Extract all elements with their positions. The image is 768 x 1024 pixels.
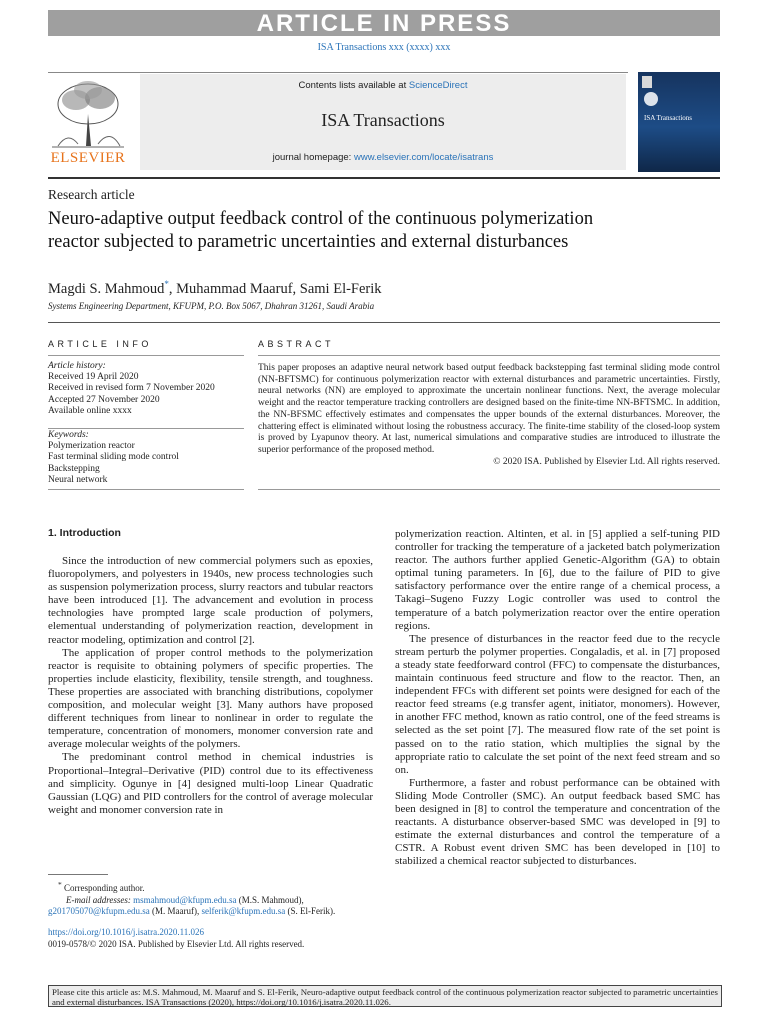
journal-reference[interactable]: ISA Transactions xxx (xxxx) xxx [317, 42, 451, 53]
history-item: Received in revised form 7 November 2020 [48, 383, 215, 394]
email-owner-2: (M. Maaruf), [149, 906, 202, 916]
abstract-text: This paper proposes an adaptive neural network based output feedback backstepping fast terminal sliding mode control (NN-BFTSMC) for continuous polymerization reactor with external disturbances and parametric uncertainties. Firstly, neural networks (NN) are employed to approximate the uncertain nonlinear functions. Next, the average molecular weight and the reactor temperature tracking controllers are designed based on the finite-time NN-BFTSMC. In addition, the NN-BFSMC effectively estimates and compensates the upper bounds of the external disturbances. Moreover, the chattering effect is eliminated without losing the robustness accuracy. The finite-time stability of the closed-loop system is proved by Lyapunov theory. At last, numerical simulations and comparative studies are introduced to illustrate the superior performance of the proposed method. [258, 363, 720, 455]
keywords-rule [48, 489, 244, 490]
history-item: Available online xxxx [48, 405, 132, 416]
body-column-right [395, 528, 720, 868]
email-owner-1: (M.S. Mahmoud), [236, 894, 304, 905]
history-item: Accepted 27 November 2020 [48, 394, 160, 405]
doi-link[interactable]: https://doi.org/10.1016/j.isatra.2020.11.026 [48, 927, 204, 937]
author-1: Magdi S. Mahmoud [48, 280, 165, 297]
article-info-rule [48, 355, 244, 356]
footnote-rule [48, 874, 108, 875]
homepage-prefix: journal homepage: [272, 152, 354, 163]
footnote-mark: * [58, 880, 62, 889]
email-link-3[interactable]: selferik@kfupm.edu.sa [201, 906, 286, 916]
article-type: Research article [48, 187, 135, 202]
keyword-item: Backstepping [48, 463, 100, 474]
issn-line: 0019-0578/© 2020 ISA. Published by Elsevier Ltd. All rights reserved. [48, 938, 305, 949]
history-item: Received 19 April 2020 [48, 372, 139, 383]
paragraph: The presence of disturbances in the reactor feed due to the recycle stream perturb the polymer properties. Congaladis, et al. in [7] proposed a steady state feedforward control (FFC) to compensate the disturbances, maintain continuous feed structure and flow to the reactor. Then, an independent FFCs with different set points were designed for each of the reactor feed streams (e.g transfer agent, initiator, monomers). However, in another FFC method, known as ratio control, one of the feed streams is selected as the set point [7]. The measured flow rate of the set point is passed on to the ratio station, which multiplies the signal by the appropriate ratio to calculate the set point of the next feed stream and so on. [395, 632, 720, 776]
abstract-body [258, 363, 720, 468]
abstract-rule [258, 355, 720, 356]
corresponding-footnote [48, 879, 373, 895]
contents-line [140, 80, 626, 91]
paragraph: The predominant control method in chemical industries is Proportional–Integral–Derivative (PID) control due to its effectiveness and simplicity. Ogunye in [4] designed multi-loop Linear Quadratic Gaussian (LQG) and PID controllers for the control of average molecular weight and monomer conversion rate in [48, 751, 373, 816]
article-in-press-banner: ARTICLE IN PRESS [48, 10, 720, 36]
footnote [48, 879, 373, 918]
keyword-item: Neural network [48, 474, 108, 485]
cover-title: ISA Transactions [644, 114, 693, 122]
body-column-left [48, 555, 373, 817]
history-label: Article history: [48, 361, 106, 371]
abstract-copyright: © 2020 ISA. Published by Elsevier Ltd. All rights reserved. [493, 456, 720, 467]
paragraph: The application of proper control methods to the polymerization reactor is requisite to obtaining polymers of specific properties. The properties include elasticity, flexibility, tensile strength, and toughness. These properties are associated with branching distributions, copolymer composition, and molecular weight [3]. Many authors have proposed different techniques from linear to nonlinear in order to regulate the temperature, concentration of monomers, monomer conversion rate and average molecular weights of the polymers. [48, 646, 373, 751]
citation-notice-box: Please cite this article as: M.S. Mahmoud, M. Maaruf and S. El-Ferik, Neuro-adaptive output feedback control of the continuous polymerization reactor subjected to parametric uncertainties and external disturbances. ISA Transactions (2020), https://doi.org/10.1016/j.isatra.2020.11.026. [48, 985, 722, 1007]
article-title: Neuro-adaptive output feedback control of the continuous polymerization reactor subjected to parametric uncertainties and external disturbances [48, 209, 594, 252]
corresponding-author-mark[interactable]: * [164, 279, 169, 289]
paragraph: polymerization reaction. Altinten, et al. in [5] applied a self-tuning PID controller for tracking the temperature of a jacketed batch polymerization reactor. The authors further applied Genetic-Algorithm (GA) to obtain optimal tuning parameters. In [6], due to the failure of PID to give satisfactory performance over the entire range of a chemical process, a Takagi–Sugeno Fuzzy Logic controller was used to control the temperature of a batch polymerization reactor over the entire operation regions. [395, 528, 720, 632]
journal-name: ISA Transactions [321, 110, 445, 130]
keywords-label: Keywords: [48, 430, 89, 440]
email-owner-3: (S. El-Ferik). [285, 906, 336, 916]
paragraph: Since the introduction of new commercial polymers such as epoxies, fluoropolymers, and polyesters in 1940s, new process technologies such as suspension polymerization process, slurry reactors and tubular reactors have been introduced [1]. The advancement and evolution in process technologies have prompted large scale production of polymers, elementual understanding of polymerization reaction, development in reactor modeling, optimization and control [2]. [48, 555, 373, 646]
doi-block [48, 927, 304, 950]
affiliation: Systems Engineering Department, KFUPM, P.O. Box 5067, Dhahran 31261, Saudi Arabia [48, 301, 375, 311]
email-line [48, 895, 373, 907]
section-heading-introduction: 1. Introduction [48, 527, 121, 539]
keyword-item: Polymerization reactor [48, 441, 135, 452]
email-link-2[interactable]: g201705070@kfupm.edu.sa [48, 906, 150, 916]
corresponding-text: Corresponding author. [64, 883, 145, 893]
keywords [48, 430, 248, 486]
article-history [48, 361, 248, 417]
contents-prefix: Contents lists available at [298, 80, 409, 91]
email-line-2 [48, 906, 373, 918]
homepage-line [140, 152, 626, 163]
abstract-heading: ABSTRACT [258, 339, 335, 349]
email-label: E-mail addresses: [66, 894, 131, 905]
author-list [48, 279, 382, 298]
article-info-heading: ARTICLE INFO [48, 339, 152, 349]
publisher-logo-text: ELSEVIER [50, 150, 126, 166]
keyword-item: Fast terminal sliding mode control [48, 452, 179, 463]
header-divider [48, 177, 720, 179]
title-divider [48, 322, 720, 323]
paragraph: Furthermore, a faster and robust performance can be obtained with Sliding Mode Controller (SMC). An output feedback based SMC has been designed in [8] to control the temperature and concentration of the reactants. A disturbance observer-based SMC was developed in [9] to estimate the external disturbances and control the temperature of a CSTR. A Robust event driven SMC has been developed in [10] to stabilized a chemical reactor subjected to disturbances. [395, 776, 720, 868]
history-rule [48, 428, 244, 429]
other-authors: , Muhammad Maaruf, Sami El-Ferik [168, 280, 382, 297]
homepage-link[interactable]: www.elsevier.com/locate/isatrans [353, 152, 494, 163]
abstract-bottom-rule [258, 489, 720, 490]
sciencedirect-link[interactable]: ScienceDirect [408, 80, 468, 91]
journal-cover-image [638, 72, 720, 172]
email-link-1[interactable]: msmahmoud@kfupm.edu.sa [133, 894, 237, 905]
